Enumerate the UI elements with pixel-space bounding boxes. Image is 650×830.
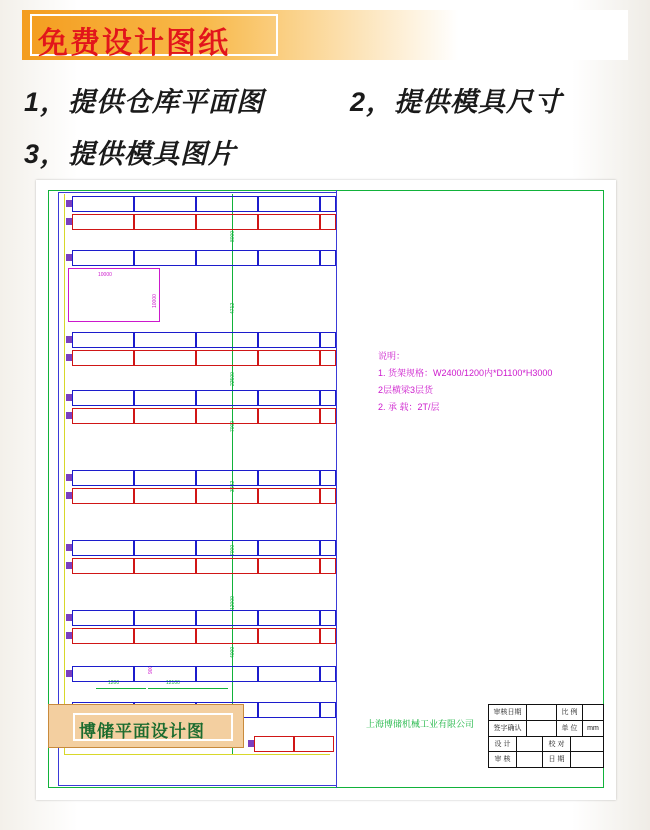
rack-row <box>66 214 336 230</box>
title-block-cell-approve-label: 审 核 <box>489 752 517 767</box>
rack-row <box>66 610 336 626</box>
rack-bay <box>196 390 258 406</box>
rack-bay <box>196 488 258 504</box>
dimension-label-h3: 1200 <box>108 680 120 686</box>
header-banner <box>0 10 650 62</box>
rack-bay <box>196 250 258 266</box>
rack-bay <box>320 390 336 406</box>
title-block-cell-check-label: 校 对 <box>543 737 571 752</box>
rack-bay <box>134 666 196 682</box>
title-block-cell-unit-label: 单 位 <box>557 721 583 737</box>
title-block-cell-review-date-label: 审核日期 <box>489 705 527 721</box>
rack-bay <box>258 214 320 230</box>
room-width-label: 10000 <box>98 272 112 278</box>
dimension-label-h4: 12100 <box>166 680 180 686</box>
company-name: 上海博储机械工业有限公司 <box>366 719 475 729</box>
rack-bay <box>72 540 134 556</box>
drawing-caption-text: 博储平面设计图 <box>79 722 205 741</box>
drawing-caption-box <box>48 704 244 748</box>
rack-bay <box>72 250 134 266</box>
headline-item-2: 2，提供模具尺寸 <box>350 87 563 117</box>
rack-bay <box>72 666 134 682</box>
notes-line-3: 2. 承 载：2T/层 <box>378 402 440 412</box>
dimension-line-bottom-2 <box>148 688 228 689</box>
rack-bay <box>258 196 320 212</box>
rack-bay <box>320 332 336 348</box>
rack-row <box>66 350 336 366</box>
rack-bay <box>320 628 336 644</box>
rack-bay <box>320 666 336 682</box>
rack-bay <box>134 332 196 348</box>
rack-bay <box>320 702 336 718</box>
rack-bay <box>258 610 320 626</box>
rack-bay <box>258 558 320 574</box>
guide-line-bottom <box>64 754 330 755</box>
rack-bay <box>258 666 320 682</box>
rack-bay <box>258 350 320 366</box>
rack-bay <box>320 408 336 424</box>
rack-row <box>66 196 336 212</box>
rack-bay <box>320 610 336 626</box>
rack-bay <box>320 540 336 556</box>
rack-bay <box>72 488 134 504</box>
rack-bay <box>72 350 134 366</box>
title-block-cell-scale-value <box>583 705 603 721</box>
rack-bay <box>258 702 320 718</box>
rack-bay <box>196 666 258 682</box>
rack-bay <box>320 250 336 266</box>
rack-row <box>66 540 336 556</box>
rack-bay <box>134 350 196 366</box>
rack-bay <box>134 488 196 504</box>
rack-bay <box>72 196 134 212</box>
title-block-cell-scale-label: 比 例 <box>557 705 583 721</box>
rack-bay <box>258 540 320 556</box>
guide-line-left <box>64 194 65 754</box>
title-block-cell-review-date-value <box>527 705 557 721</box>
rack-bay <box>196 196 258 212</box>
rack-bay <box>72 470 134 486</box>
dimension-label-v6: 7000 <box>230 544 236 556</box>
title-block-cell-unit-value: mm <box>583 721 603 737</box>
rack-bay <box>196 540 258 556</box>
dimension-line-bottom-1 <box>96 688 146 689</box>
rack-bay <box>196 332 258 348</box>
notes-line-2: 2层横梁3层货 <box>378 385 434 395</box>
rack-bay <box>320 350 336 366</box>
title-block-cell-approve-value <box>517 752 543 767</box>
rack-bay <box>72 390 134 406</box>
rack-bay <box>258 390 320 406</box>
rack-bay <box>196 350 258 366</box>
rack-bay <box>196 214 258 230</box>
notes-heading: 说明： <box>378 351 406 361</box>
rack-bay <box>258 470 320 486</box>
dimension-label-v1: 8000 <box>230 230 236 242</box>
rack-bay <box>134 628 196 644</box>
rack-bay <box>134 196 196 212</box>
rack-bay <box>72 558 134 574</box>
rack-bay <box>72 214 134 230</box>
rack-bay <box>320 196 336 212</box>
rack-bay <box>134 610 196 626</box>
drawing-notes <box>378 348 602 416</box>
rack-bay <box>320 558 336 574</box>
title-block-cell-signature-label: 签字确认 <box>489 721 527 737</box>
rack-row <box>66 408 336 424</box>
rack-row <box>66 250 336 266</box>
rack-bay <box>134 558 196 574</box>
dimension-label-v4: 7000 <box>230 420 236 432</box>
rack-row <box>66 558 336 574</box>
dimension-label-v3: 22500 <box>230 372 236 386</box>
title-block-cell-check-value <box>571 737 603 752</box>
rack-row <box>66 332 336 348</box>
dimension-label-v7: 12000 <box>230 596 236 610</box>
rack-bay <box>72 332 134 348</box>
rack-row <box>66 390 336 406</box>
headline-item-1: 1，提供仓库平面图 <box>24 87 265 117</box>
rack-bay <box>196 470 258 486</box>
rack-bay <box>258 408 320 424</box>
dimension-label-v5: 3982 <box>230 480 236 492</box>
rack-bay <box>72 408 134 424</box>
rack-row <box>66 628 336 644</box>
rack-bay <box>258 250 320 266</box>
title-block-cell-date-value <box>571 752 603 767</box>
title-block-cell-design-value <box>517 737 543 752</box>
dimension-label-h5: 900 <box>148 665 154 674</box>
rack-bay <box>294 736 334 752</box>
rack-bay <box>196 558 258 574</box>
headline-item-3: 3，提供模具图片 <box>24 139 237 169</box>
rack-bay <box>320 214 336 230</box>
banner-title: 免费设计图纸 <box>38 27 230 60</box>
rack-bay <box>320 470 336 486</box>
room-depth-label: 10000 <box>152 294 158 308</box>
rack-bay <box>72 610 134 626</box>
rack-bay <box>72 628 134 644</box>
cad-drawing-sheet <box>36 180 616 800</box>
rack-row <box>66 470 336 486</box>
rack-bay <box>134 250 196 266</box>
rack-bay <box>258 332 320 348</box>
rack-bay <box>134 540 196 556</box>
title-block-cell-design-label: 设 计 <box>489 737 517 752</box>
room-outline <box>68 268 160 322</box>
rack-row <box>66 488 336 504</box>
rack-bay <box>134 390 196 406</box>
rack-bay <box>196 610 258 626</box>
dimension-label-v8: 4000 <box>230 646 236 658</box>
rack-bay <box>258 628 320 644</box>
rack-bay <box>134 214 196 230</box>
dimension-label-v2: 4712 <box>230 302 236 314</box>
rack-bay <box>258 488 320 504</box>
rack-bay <box>320 488 336 504</box>
rack-bay <box>254 736 294 752</box>
notes-line-1: 1. 货架规格：W2400/1200内*D1100*H3000 <box>378 368 553 378</box>
rack-row <box>248 736 336 752</box>
rack-bay <box>196 628 258 644</box>
sheet-vertical-divider <box>336 190 337 788</box>
rack-bay <box>196 408 258 424</box>
title-block-cell-date-label: 日 期 <box>543 752 571 767</box>
rack-bay <box>134 408 196 424</box>
title-block <box>488 704 604 768</box>
rack-bay <box>134 470 196 486</box>
title-block-cell-signature-value <box>527 721 557 737</box>
rack-row <box>66 666 336 682</box>
